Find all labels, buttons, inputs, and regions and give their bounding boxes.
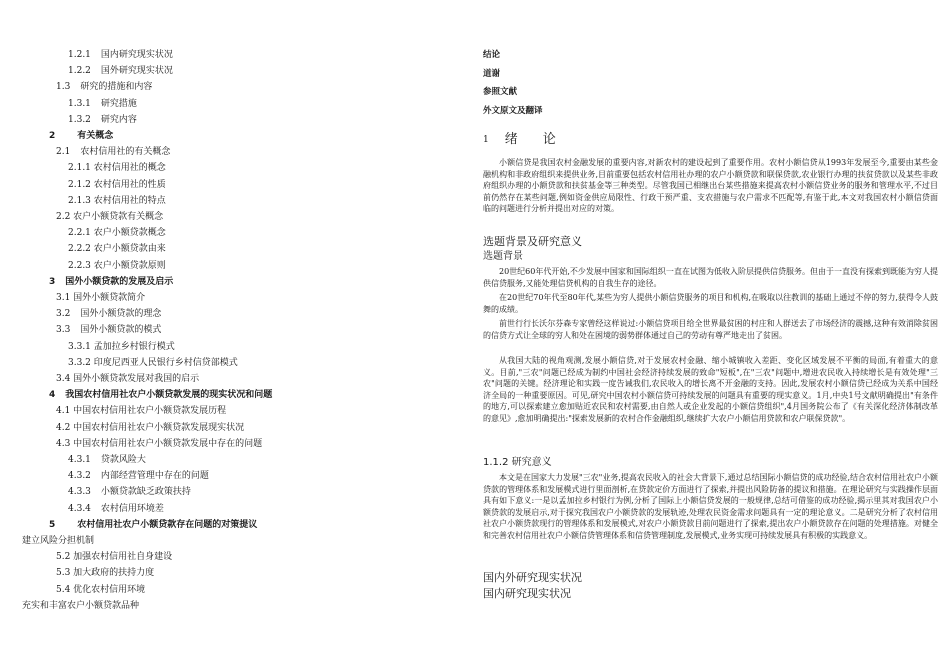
toc-entry-text: 国外研究现实状况 <box>100 66 173 77</box>
toc-entry-text: 4.1 中国农村信用社农户小额贷款发展历程 <box>56 406 227 417</box>
toc-entry-number: 5 <box>49 519 56 530</box>
toc-entry-text: 2.2.1 农户小额贷款概念 <box>68 228 166 239</box>
toc-entry-number: 3.3 <box>56 325 71 336</box>
toc-entry[interactable] <box>56 567 154 579</box>
body-paragraph: 小额信贷是我国农村金融发展的重要内容,对新农村的建设起到了重要作用。农村小额信贷从1993年发展至今,重要由某些金融机构和非政府组织来提供业务,目前重要包括农村信用社办理的农户小额贷款和联保贷款,农业银行办理的扶贫贷款以及某些非政府组织办理的小额贷款和扶贫基金等三种类型。尽管我国已相继出台某些措施来提高农村小额信贷业务的服务和管理水平,不过目前仍然存在某些问题,例如资金供应局限性、行政干预严重、支农措施与农户需求不匹配等,有鉴于此,本文对我国农村小额信贷面临的问题进行分析并提出对应的对策。 <box>483 158 938 214</box>
toc-entry[interactable] <box>49 276 173 288</box>
toc-entry-text: 5.3 加大政府的扶持力度 <box>56 568 155 579</box>
toc-entry-text: 5.4 优化农村信用环境 <box>56 584 146 595</box>
toc-entry-text: 农村信用环境差 <box>100 503 164 514</box>
toc-entry[interactable] <box>49 389 272 401</box>
toc-end-entry[interactable]: 参照文献 <box>483 87 518 97</box>
toc-entry-text: 3.3.1 孟加拉乡村银行模式 <box>68 341 175 352</box>
toc-entry[interactable] <box>49 130 113 142</box>
toc-entry[interactable] <box>68 162 166 174</box>
chapter-title-text: 绪 论 <box>504 132 562 147</box>
section-heading: 国内外研究现实状况 <box>483 571 582 584</box>
toc-entry[interactable] <box>56 81 152 93</box>
toc-entry-text: 研究内容 <box>100 114 137 125</box>
toc-entry[interactable] <box>68 486 191 498</box>
toc-entry[interactable] <box>68 65 173 77</box>
toc-entry-text: 国外小额贷款的发展及启示 <box>65 276 174 287</box>
toc-entry-text: 2.1.3 农村信用社的特点 <box>68 195 166 206</box>
toc-entry[interactable] <box>56 438 262 450</box>
toc-entry[interactable] <box>49 519 257 531</box>
chapter-title <box>483 128 562 147</box>
toc-entry-number: 4.3.3 <box>68 487 91 498</box>
right-page <box>475 0 950 672</box>
toc-entry[interactable] <box>68 260 166 272</box>
toc-entry[interactable] <box>56 422 244 434</box>
toc-end-entry[interactable]: 道谢 <box>483 68 501 79</box>
toc-entry-text: 国外小额贷款的模式 <box>80 325 162 336</box>
toc-entry[interactable] <box>68 114 137 126</box>
toc-entry[interactable] <box>56 551 172 563</box>
toc-entry-number: 4.3.1 <box>68 455 91 465</box>
toc-entry[interactable] <box>68 454 146 466</box>
toc-entry[interactable] <box>56 373 199 385</box>
toc-entry-text: 内部经营管理中存在的问题 <box>100 471 209 482</box>
toc-end-entry[interactable]: 结论 <box>483 50 501 60</box>
toc-entry-text: 研究的措施和内容 <box>80 82 153 93</box>
toc-entry-number: 1.2.2 <box>68 66 91 77</box>
toc-entry[interactable] <box>68 341 175 353</box>
toc-entry[interactable] <box>56 308 161 320</box>
toc-entry-text: 4.3 中国农村信用社农户小额贷款发展中存在的问题 <box>56 438 263 449</box>
body-paragraph: 在20世纪70年代至80年代,某些为穷人提供小额信贷服务的项目和机构,在吸取以往教训的基础上通过不停的努力,获得令人鼓舞的成绩。 <box>483 293 938 314</box>
toc-entry-text: 5.2 加强农村信用社自身建设 <box>56 552 173 563</box>
toc-entry-text: 贷款风险大 <box>100 455 146 465</box>
toc-entry-number: 3.2 <box>56 309 71 320</box>
toc-entry[interactable] <box>56 584 145 596</box>
toc-entry-text: 3.1 国外小额贷款简介 <box>56 293 146 303</box>
toc-entry-text: 3.4 国外小额贷款发展对我国的启示 <box>56 374 200 384</box>
toc-entry-text: 2.1.2 农村信用社的性质 <box>68 179 166 190</box>
toc-entry-text: 2.2.2 农户小额贷款由来 <box>68 244 166 255</box>
toc-entry[interactable] <box>68 503 164 515</box>
toc-entry[interactable] <box>56 146 170 158</box>
toc-entry-number: 4.3.2 <box>68 471 91 482</box>
toc-entry[interactable] <box>56 405 226 417</box>
toc-entry[interactable] <box>68 179 166 191</box>
toc-entry[interactable] <box>68 98 137 110</box>
toc-entry[interactable] <box>68 227 166 239</box>
toc-entry-text: 我国农村信用社农户小额贷款发展的现实状况和问题 <box>65 390 273 401</box>
body-paragraph: 本文是在国家大力发展"三农"业务,提高农民收入的社会大背景下,通过总结国际小额信贷的成功经验,结合农村信用社农户小额贷款的管理体系和发展模式进行里面剖析,在贷款定价方面进行了探索,并提出风险防备的提议和措施。在理论研究与实践操作层面具有如下意义:一是以孟加拉乡村银行为例,分析了国际上小额信贷发展的一般规律,总结可借鉴的成功经验,揭示里其对我国农户小额贷款的发展启示,对于探究我国农户小额贷款的发展轨迹,处理农民资金需求问题具有一定的理论意义。二是研究分析了农村信用社农户小额贷款现行的管理体系和发展模式,对农户小额贷款目前问题进行了探索,提出农户小额贷款存在问题的处理措施。对健全和完善农村信用社农户小额信贷管理体系和信贷管理制度,发展模式,业务实现可持续发展具有积极的实践意义。 <box>483 473 938 540</box>
toc-entry-text: 2.2.3 农户小额贷款原则 <box>68 260 166 271</box>
toc-entry[interactable] <box>68 195 166 207</box>
body-paragraph: 20世纪60年代开始,不少发展中国家和国际组织一直在试图为低收入阶层提供信贷服务。但由于一直没有探索到既能为穷人提供信贷服务,又能处理信贷机构的自我生存的途径。 <box>483 267 938 288</box>
toc-entry-text: 4.2 中国农村信用社农户小额贷款发展现实状况 <box>56 422 245 433</box>
toc-entry-number: 1.3.1 <box>68 98 91 109</box>
section-heading: 选题背景及研究意义 <box>483 235 582 248</box>
toc-entry-number: 3 <box>49 276 56 287</box>
toc-entry-number: 1.3.2 <box>68 114 91 125</box>
body-paragraph: 前世行行长沃尔芬森专家曾经这样说过:小额信贷项目给全世界最贫困的村庄和人群送去了市场经济的震撼,这种有效消除贫困的信贷方式让全球的穷人和处在困境的弱势群体通过自己的劳动有尊严地走出了贫困。 <box>483 319 938 340</box>
toc-entry-number: 1.2.1 <box>68 50 91 60</box>
toc-entry-text: 2.1.1 农村信用社的概念 <box>68 163 166 174</box>
toc-entry-number: 4.3.4 <box>68 503 91 514</box>
toc-entry[interactable] <box>68 243 166 255</box>
toc-entry-text: 3.3.2 印度尼西亚人民银行乡村信贷部模式 <box>68 357 238 368</box>
toc-entry-text: 2.2 农户小额贷款有关概念 <box>56 212 164 222</box>
toc-entry[interactable] <box>68 49 173 61</box>
toc-entry[interactable] <box>68 470 209 482</box>
toc-entry-text: 建立风险分担机制 <box>22 536 95 546</box>
toc-entry[interactable] <box>22 535 94 547</box>
toc-entry[interactable] <box>68 357 238 369</box>
toc-entry-number: 2.1 <box>56 147 71 158</box>
toc-end-entry[interactable]: 外文原文及翻译 <box>483 105 543 116</box>
toc-entry[interactable] <box>56 211 163 223</box>
toc-entry-text: 研究措施 <box>100 98 137 109</box>
toc-entry-text: 农村信用社的有关概念 <box>80 147 171 158</box>
toc-entry-text: 农村信用社农户小额贷款存在问题的对策提议 <box>77 519 258 530</box>
body-paragraph: 从我国大陆的视角观测,发展小额信贷,对于发展农村金融、缩小城镇收入差距、变化区域发展不平衡的局面,有着重大的意义。目前,"三农"问题已经成为制约中国社会经济持续发展的致命"短板",在"三农"问题中,增进农民收入持续增长是有效处理"三农"问题的关键。经济理论和实践一度告诫我们,农民收入的增长离不开金融的支持。因此,发展农村小额信贷已经成为关系中国经济全局的一种重要原因。可见,研究中国农村小额信贷可持续发展的问题具有重要的现实意义。1月,中央1号文献明确提出"有条件的地方,可以探索建立愈加贴近农民和农村需要,由自然人或企业发起的小额信贷组织",4月国务院公布了《有关深化经济体制改革的意见》,愈加明确提出:"探索发展新的农村合作金融组织,继续扩大农户小额信用贷款和农户联保贷款"。 <box>483 356 938 423</box>
toc-entry-text: 国外小额贷款的理念 <box>80 309 162 320</box>
toc-entry-text: 国内研究现实状况 <box>100 50 173 60</box>
section-heading: 国内研究现实状况 <box>483 587 571 600</box>
toc-entry-text: 有关概念 <box>77 131 114 141</box>
toc-entry[interactable] <box>22 600 139 612</box>
toc-entry-number: 2 <box>49 131 56 141</box>
toc-entry-number: 1.3 <box>56 82 71 93</box>
toc-entry-text: 小额贷款缺乏政策扶持 <box>100 487 191 498</box>
section-heading: 选题背景 <box>483 251 523 262</box>
toc-entry-number: 4 <box>49 390 56 401</box>
toc-entry[interactable] <box>56 292 145 304</box>
chapter-number: 1 <box>483 134 489 145</box>
toc-entry-text: 充实和丰富农户小额贷款品种 <box>22 600 140 611</box>
section-heading: 1.1.2 研究意义 <box>483 457 552 468</box>
toc-entry[interactable] <box>56 324 161 336</box>
